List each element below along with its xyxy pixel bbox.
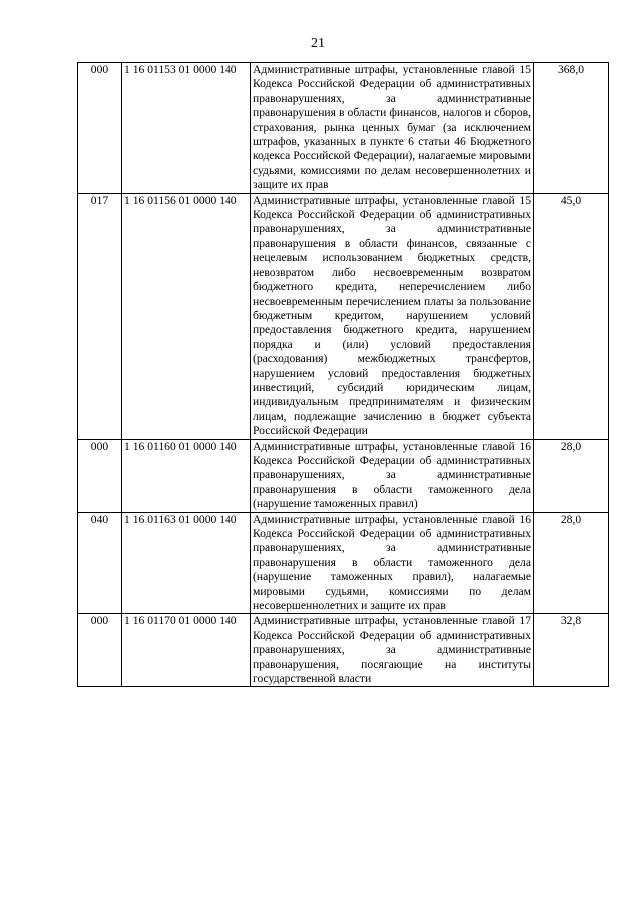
amount-cell: 28,0 bbox=[534, 512, 609, 614]
kbk-cell: 1 16 01163 01 0000 140 bbox=[122, 512, 251, 614]
description-cell: Административные штрафы, установленные главой 15 Кодекса Российской Федерации об административных правонарушениях, за административные правонарушения в области финансов, налогов и сборов, страхования, рынка ценных бумаг (за исключением штрафов, указанных в пункте 6 статьи 46 Бюджетного кодекса Российской Федерации), налагаемые мировыми судьями, комиссиями по делам несовершеннолетних и защите их прав bbox=[251, 63, 534, 194]
kbk-cell: 1 16 01153 01 0000 140 bbox=[122, 63, 251, 194]
description-cell: Административные штрафы, установленные главой 15 Кодекса Российской Федерации об административных правонарушениях, за административные правонарушения в области финансов, связанные с нецелевым использованием бюджетных средств, невозвратом либо несвоевременным возвратом бюджетного кредита, неперечислением либо несвоевременным перечислением платы за пользование бюджетным кредитом, нарушением условий предоставления бюджетного кредита, нарушением порядка и (или) условий предоставления (расходования) межбюджетных трансфертов, нарушением условий предоставления бюджетных инвестиций, субсидий юридическим лицам, индивидуальным предпринимателям и физическим лицам, подлежащие зачислению в бюджет субъекта Российской Федерации bbox=[251, 193, 534, 439]
page-number: 21 bbox=[311, 36, 325, 51]
description-cell: Административные штрафы, установленные главой 16 Кодекса Российской Федерации об административных правонарушениях, за административные правонарушения в области таможенного дела (нарушение таможенных правил), налагаемые мировыми судьями, комиссиями по делам несовершеннолетних и защите их прав bbox=[251, 512, 534, 614]
revenue-table bbox=[77, 62, 609, 687]
table-row bbox=[78, 63, 609, 194]
description-cell: Административные штрафы, установленные главой 17 Кодекса Российской Федерации об административных правонарушениях, за административные правонарушения, посягающие на институты государственной власти bbox=[251, 614, 534, 687]
kbk-cell: 1 16 01156 01 0000 140 bbox=[122, 193, 251, 439]
table-row bbox=[78, 439, 609, 512]
kbk-cell: 1 16 01170 01 0000 140 bbox=[122, 614, 251, 687]
admin-code-cell: 000 bbox=[78, 439, 122, 512]
amount-cell: 32,8 bbox=[534, 614, 609, 687]
description-cell: Административные штрафы, установленные главой 16 Кодекса Российской Федерации об административных правонарушениях, за административные правонарушения в области таможенного дела (нарушение таможенных правил) bbox=[251, 439, 534, 512]
admin-code-cell: 017 bbox=[78, 193, 122, 439]
table-row bbox=[78, 614, 609, 687]
amount-cell: 368,0 bbox=[534, 63, 609, 194]
admin-code-cell: 000 bbox=[78, 614, 122, 687]
amount-cell: 45,0 bbox=[534, 193, 609, 439]
table-row bbox=[78, 193, 609, 439]
amount-cell: 28,0 bbox=[534, 439, 609, 512]
table-row bbox=[78, 512, 609, 614]
kbk-cell: 1 16 01160 01 0000 140 bbox=[122, 439, 251, 512]
admin-code-cell: 040 bbox=[78, 512, 122, 614]
admin-code-cell: 000 bbox=[78, 63, 122, 194]
